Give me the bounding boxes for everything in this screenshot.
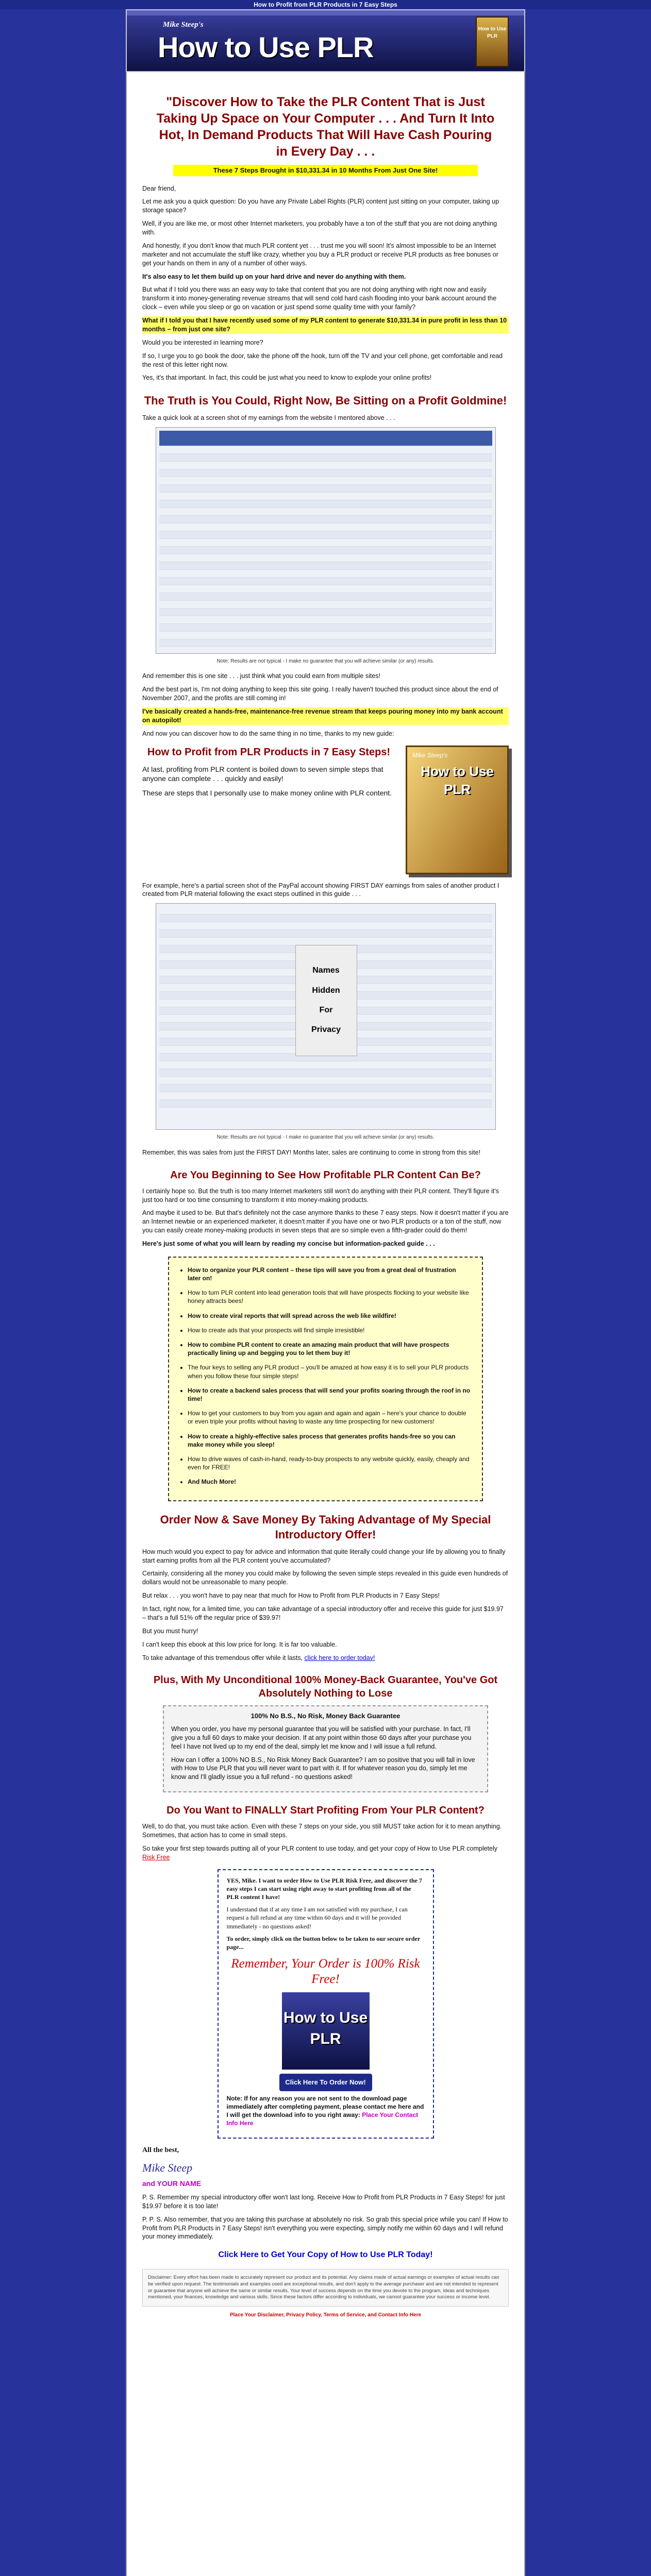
privacy-overlay xyxy=(295,945,357,1056)
sec6-p2 xyxy=(142,1844,509,1862)
sec1-p1: Take a quick look at a screen shot of my earnings from the website I mentored above . . . xyxy=(142,414,395,421)
order-box xyxy=(218,1869,434,2139)
privacy-word-2: Hidden xyxy=(312,986,340,995)
closing-name: and YOUR NAME xyxy=(142,2179,202,2188)
screenshot-row xyxy=(159,1061,492,1069)
screenshot-row xyxy=(159,539,492,547)
ebook-cover-image xyxy=(406,745,509,874)
guide-p1: At last, profiting from PLR content is boiled down to seven simple steps that anyone can complete . . . quickly and easily! xyxy=(142,765,383,783)
privacy-word-4: Privacy xyxy=(311,1025,341,1035)
screenshot-row xyxy=(159,446,492,454)
screenshot-row xyxy=(159,907,492,914)
section-title-profitable: Are You Beginning to See How Profitable PLR Content Can Be? xyxy=(170,1169,481,1181)
sec3-p3: Here's just some of what you will learn by reading my concise but information-packed guide . . . xyxy=(142,1240,435,1248)
intro-p2: Let me ask you a quick question: Do you have any Private Label Rights (PLR) content just sitting on your computer, taking up storage space? xyxy=(142,198,499,214)
order-yes: YES, Mike. I want to order How to Use PLR Risk Free, and discover the 7 easy steps I can start using right away to start profiting from all of the PLR content I have! xyxy=(226,1876,422,1901)
ebook-byline: Mike Steep's xyxy=(412,751,448,759)
screenshot-row xyxy=(159,462,492,469)
sec4-p7-text: To take advantage of this tremendous offer while it lasts, xyxy=(142,1654,303,1662)
intro-p1: Dear friend, xyxy=(142,184,176,192)
intro-p5: It's also easy to let them build up on your hard drive and never do anything with them. xyxy=(142,273,406,280)
section-title-finally: Do You Want to FINALLY Start Profiting From Your PLR Content? xyxy=(166,1805,485,1817)
benefits-list xyxy=(180,1266,471,1486)
screenshot-row xyxy=(159,493,492,500)
privacy-word-1: Names xyxy=(312,966,340,975)
guarantee-p1: When you order, you have my personal guarantee that you will be satisfied with your purchase. In fact, I'll give you a full 60 days to make your decision. If at any point within those 60 days after your purchase you feel I have not lived up to my end of the deal, simply let me know and I will issue a full refund. xyxy=(171,1725,472,1750)
intro-p4: And honestly, if you don't know that much PLR content yet . . . trust me you will soon! It's almost impossible to be an Internet marketer and not accumulate the stuff like crazy, whether you buy a PLR product or receive PLR products as free bonuses or get your hands on them in any of a number of other ways. xyxy=(142,242,498,267)
sec4-p7 xyxy=(142,1654,509,1663)
subheadline: These 7 Steps Brought in $10,331.34 in 10 Months From Just One Site! xyxy=(173,165,478,176)
guarantee-box xyxy=(163,1705,488,1792)
screenshot-row xyxy=(159,632,492,639)
privacy-word-3: For xyxy=(319,1006,333,1015)
header-byline: Mike Steep's xyxy=(163,21,204,29)
screenshot-row xyxy=(159,1100,492,1108)
intro-p7: What if I told you that I have recently used some of my PLR content to generate $10,331.34 in pure profit in less than 10 months – from just one site? xyxy=(142,316,509,334)
sec2-p: For example, here's a partial screen shot of the PayPal account showing FIRST DAY earnings from sales of another product I created from PLR material following the exact steps outlined in this guide . . . xyxy=(142,882,499,898)
after1-p1: And remember this is one site . . . just think what you could earn from multiple sites! xyxy=(142,672,381,680)
earnings-screenshot xyxy=(156,427,496,654)
benefit-item: • How to organize your PLR content – these tips will save you from a great deal of frustration later on! xyxy=(188,1266,471,1282)
sec3-p1: I certainly hope so. But the truth is too many Internet marketers still won't do anything with their PLR content. They'll figure it's just too hard or too time consuming to transform it into money-making products. xyxy=(142,1187,499,1204)
intro-p9: If so, I urge you to go book the door, take the phone off the hook, turn off the TV and your cell phone, get comfortable and read the rest of this letter right now. xyxy=(142,352,503,368)
sales-letter xyxy=(126,72,525,2576)
signature: Mike Steep xyxy=(142,2161,193,2175)
screenshot-row xyxy=(159,938,492,945)
screenshot-row xyxy=(159,500,492,508)
headline: "Discover How to Take the PLR Content That is Just Taking Up Space on Your Computer . . . And Turn It Into Hot, In Demand Products That Will Have Cash Pouring in Every Day . . . xyxy=(156,95,495,159)
guarantee-title: 100% No B.S., No Risk, Money Back Guarantee xyxy=(251,1712,400,1720)
cta-link[interactable]: Click Here to Get Your Copy of How to Use PLR Today! xyxy=(218,2250,433,2260)
screenshot-row xyxy=(159,1069,492,1077)
screenshot-row xyxy=(159,1092,492,1100)
intro-p10: Yes, it's that important. In fact, this could be just what you need to know to explode your online profits! xyxy=(142,374,432,382)
screenshot-row xyxy=(159,624,492,632)
results-caption-2: Note: Results are not typical - I make no guarantee that you will achieve similar (or any) results. xyxy=(216,1134,435,1141)
sec6-p1: Well, to do that, you must take action. Even with these 7 steps on your side, you still MUST take action for it to mean anything. Sometimes, that action has to come in small steps. xyxy=(142,1823,502,1839)
order-note xyxy=(227,2094,425,2128)
results-caption-1: Note: Results are not typical - I make no guarantee that you will achieve similar (or any) results. xyxy=(216,658,435,664)
benefit-item: • How to create a highly-effective sales process that generates profits hands-free so you can make money while you sleep! xyxy=(188,1432,471,1449)
sec4-p5: But you must hurry! xyxy=(142,1627,198,1635)
top-banner: How to Profit from PLR Products in 7 Easy Steps xyxy=(0,0,651,9)
screenshot-row xyxy=(159,914,492,922)
screenshot-row xyxy=(159,508,492,516)
after2: Remember, this was sales from just the FIRST DAY! Months later, sales are continuing to come in strong from this site! xyxy=(142,1148,481,1156)
screenshot-row xyxy=(159,562,492,570)
screenshot-row xyxy=(159,469,492,477)
benefit-item: • How to drive waves of cash-in-hand, ready-to-buy prospects to any website quickly, easily, cheaply and even for FREE! xyxy=(188,1455,471,1471)
sec4-p3: But relax . . . you won't have to pay near that much for How to Profit from PLR Products in 7 Easy Steps! xyxy=(142,1592,440,1600)
header-book-image xyxy=(476,16,509,67)
section-title-truth: The Truth is You Could, Right Now, Be Sitting on a Profit Goldmine! xyxy=(144,394,507,408)
sec4-p4: In fact, right now, for a limited time, you can take advantage of a special introductory offer and receive this guide for just $19.97 – that's a full 51% off the regular price of $39.97! xyxy=(142,1605,504,1621)
sec4-p6: I can't keep this ebook at this low price for long. It is far too valuable. xyxy=(142,1640,337,1648)
screenshot-row xyxy=(159,477,492,485)
screenshot-row xyxy=(159,601,492,608)
sec4-p2: Certainly, considering all the money you could make by following the seven simple steps revealed in this guide even hundreds of dollars would not be unreasonable to many people. xyxy=(142,1570,508,1586)
screenshot-row xyxy=(159,523,492,531)
order-link[interactable]: click here to order today! xyxy=(304,1654,375,1662)
guide-text xyxy=(142,745,395,803)
benefit-item: • How to create viral reports that will spread across the web like wildfire! xyxy=(188,1312,471,1320)
screenshot-header-row xyxy=(159,431,492,446)
screenshot-row xyxy=(159,570,492,578)
screenshot-row xyxy=(159,616,492,624)
benefits-box xyxy=(168,1257,483,1502)
screenshot-rows xyxy=(159,446,492,647)
after1-p2: And the best part is, I'm not doing anything to keep this site going. I really haven't touched this product since about the end of November 2007, and the profits are still coming in! xyxy=(142,686,498,702)
disclaimer: Disclaimer: Every effort has been made to accurately represent our product and its potential. Any claims made of actual earnings or examples of actual results can be verified upon request. The testimonials and examples used are exceptional results, and don't apply to the average purchaser and are not intended to represent or guarantee that anyone will achieve the same or similar results. Your level of success depends on the time you devote to the program, ideas and techniques mentioned, your finances, knowledge and various skills. Since these factors differ according to individuals, we cannot guarantee your success or income level. xyxy=(142,2269,509,2307)
screenshot-row xyxy=(159,593,492,601)
after1-p3: I've basically created a hands-free, maintenance-free revenue stream that keeps pouring money into my bank account on autopilot! xyxy=(142,707,509,725)
screenshot-row xyxy=(159,554,492,562)
screenshot-row xyxy=(159,608,492,616)
screenshot-row xyxy=(159,639,492,647)
screenshot-row xyxy=(159,578,492,585)
benefit-item: • How to create ads that your prospects will find simple irresistible! xyxy=(188,1326,471,1334)
intro-p6: But what if I told you there was an easy way to take that content that you are not doing anything with right now and easily transform it into money-generating revenue streams that will send cold hard cash flooding into your bank account around the clock – even while you sleep or go on vacation or just spend some quality time with your family? xyxy=(142,286,497,311)
risk-free-reminder: Remember, Your Order is 100% Risk Free! xyxy=(231,1957,420,1987)
screenshot-row xyxy=(159,585,492,593)
order-now-button[interactable]: Click Here To Order Now! xyxy=(279,2074,372,2091)
screenshot-row xyxy=(159,547,492,554)
header-book-title: How to Use PLR xyxy=(478,26,507,39)
sec3-p2: And maybe it used to be. But that's definitely not the case anymore thanks to these 7 easy steps. Now it doesn't matter if you are an Internet newbie or an experienced marketer, it doesn't matter if you have one or two PLR products or a ton of the stuff, now you can easily create money-making products in seven steps that are so simple even a fifth-grader could do them! xyxy=(142,1209,509,1234)
paypal-screenshot xyxy=(156,903,496,1130)
ps1: P. S. Remember my special introductory offer won't last long. Receive How to Profit from PLR Products in 7 Easy Steps! for just $19.97 before it is too late! xyxy=(142,2193,505,2210)
header-logo: How to Use PLR xyxy=(158,31,374,63)
intro-p3: Well, if you are like me, or most other Internet marketers, you probably have a ton of the stuff that you are not doing anything with. xyxy=(142,220,497,236)
section-title-guarantee: Plus, With My Unconditional 100% Money-Back Guarantee, You've Got Absolutely Nothing to Lose xyxy=(153,1674,498,1700)
screenshot-row xyxy=(159,531,492,539)
screenshot-row xyxy=(159,1084,492,1092)
guarantee-p2: How can I offer a 100% NO B.S., No Risk Money Back Guarantee? I am so positive that you will fall in love with How to Use PLR that you will never want to part with it. If for whatever reason you do, simply let me know and I'll gladly issue you a full refund - no questions asked! xyxy=(171,1756,475,1781)
footer-links[interactable]: Place Your Disclaimer, Privacy Policy, Terms of Service, and Contact Info Here xyxy=(229,2312,422,2318)
benefit-item: • How to combine PLR content to create an amazing main product that will have prospects practically lining up and begging you to let them buy it! xyxy=(188,1341,471,1357)
intro-p8: Would you be interested in learning more? xyxy=(142,338,263,346)
benefit-item: • How to create a backend sales process that will send your profits soaring through the roof in no time! xyxy=(188,1386,471,1403)
screenshot-row xyxy=(159,922,492,930)
order-instructions: To order, simply click on the button below to be taken to our secure order page... xyxy=(226,1935,420,1951)
screenshot-row xyxy=(159,485,492,493)
contact-link[interactable]: Place Your Contact Info Here xyxy=(226,2111,419,2127)
benefit-item: • How to turn PLR content into lead generation tools that will have prospects flocking to your website like honey attracts bees! xyxy=(188,1289,471,1305)
closing-best: All the best, xyxy=(142,2146,179,2155)
guide-p2: These are steps that I personally use to make money online with PLR content. xyxy=(142,789,392,798)
order-refund: I understand that if at any time I am not satisfied with my purchase, I can request a full refund at any time within 60 days and it will be provided immediately - no questions asked! xyxy=(226,1906,408,1930)
order-note-text: Note: If for any reason you are not sent to the download page immediately after completing payment, please contact me here and I will get the download info to you right away: xyxy=(226,2094,424,2119)
benefit-item: • The four keys to selling any PLR product – you'll be amazed at how easy it is to sell your PLR products when you follow these four simple steps! xyxy=(188,1363,471,1380)
sec6-p2-text: So take your first step towards putting all of your PLR content to use today, and get your copy of How to Use PLR completely xyxy=(142,1844,498,1852)
header-stripe xyxy=(127,10,524,15)
benefit-item: • And Much More! xyxy=(188,1478,471,1486)
benefit-item: • How to get your customers to buy from you again and again and again – here's your chance to double or even triple your profits without having to waste any time prospecting for new customers! xyxy=(188,1409,471,1426)
header-banner xyxy=(126,9,525,72)
guide-intro xyxy=(142,745,509,874)
ebook-title: How to Use PLR xyxy=(421,763,494,797)
section-title-order-now: Order Now & Save Money By Taking Advantage of My Special Introductory Offer! xyxy=(160,1513,491,1541)
after1-p4: And now you can discover how to do the same thing in no time, thanks to my new guide: xyxy=(142,730,394,737)
screenshot-row xyxy=(159,516,492,523)
guide-title: How to Profit from PLR Products in 7 Easy Steps! xyxy=(147,746,391,758)
screenshot-row xyxy=(159,454,492,462)
screenshot-row xyxy=(159,1077,492,1084)
order-book-image: How to Use PLR xyxy=(282,1992,370,2070)
sec4-p1: How much would you expect to pay for advice and information that quite literally could change your life by allowing you to finally start earning profits from all the PLR content you've accumulated? xyxy=(142,1548,506,1564)
screenshot-row xyxy=(159,930,492,938)
ps2: P. P. S. Also remember, that you are taking this purchase at absolutely no risk. So grab this special price while you can! If How to Profit from PLR Products in 7 Easy Steps! isn't everything you were expecting, simply notify me within 60 days and I will refund your money immediately. xyxy=(142,2215,508,2241)
risk-free-link[interactable]: Risk Free xyxy=(142,1853,170,1861)
